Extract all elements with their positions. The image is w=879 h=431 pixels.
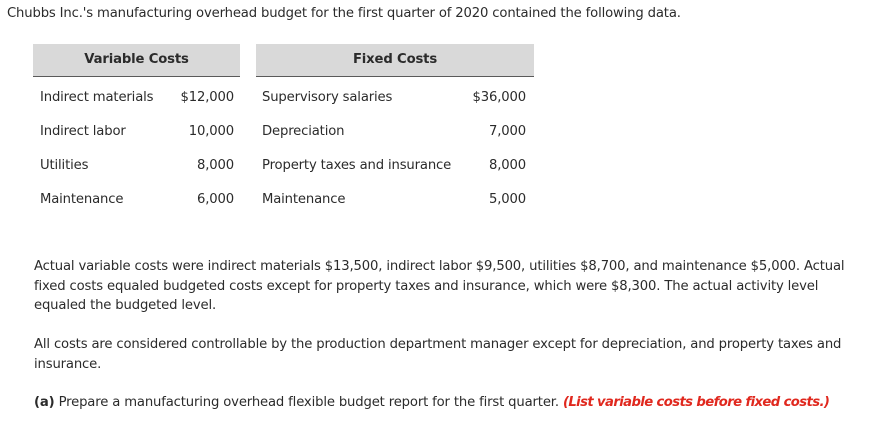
controllability-paragraph: All costs are considered controllable by the production department manager except for depreciation, and property taxes and insurance. xyxy=(34,337,842,372)
fixed-cost-label: Property taxes and insurance xyxy=(262,158,452,173)
variable-cost-label: Utilities xyxy=(40,158,89,173)
fixed-cost-label: Depreciation xyxy=(262,124,345,139)
variable-cost-label: Indirect labor xyxy=(40,124,126,139)
instruction-text: Prepare a manufacturing overhead flexible budget report for the first quarter. xyxy=(58,395,559,410)
fixed-cost-amount: $36,000 xyxy=(472,90,526,105)
fixed-cost-amount: 5,000 xyxy=(488,192,526,207)
fixed-cost-amount: 7,000 xyxy=(488,124,526,139)
actual-costs-paragraph: Actual variable costs were indirect materials $13,500, indirect labor $9,500, utilities $8,700, and maintenance $5,000. Actual fixed costs equaled budgeted costs except for property taxes and insurance, which were $8,300. The actual activity level equaled the budgeted level. xyxy=(34,259,845,313)
variable-cost-label: Indirect materials xyxy=(40,90,154,105)
variable-cost-label: Maintenance xyxy=(40,192,124,207)
fixed-cost-label: Maintenance xyxy=(262,192,346,207)
fixed-cost-label: Supervisory salaries xyxy=(262,90,393,105)
overhead-budget-table xyxy=(33,44,534,222)
fixed-costs-header: Fixed Costs xyxy=(256,44,534,77)
problem-intro: Chubbs Inc.'s manufacturing overhead budget for the first quarter of 2020 contained the following data. xyxy=(7,6,681,21)
part-label: (a) xyxy=(34,395,55,410)
fixed-cost-amount: 8,000 xyxy=(488,158,526,173)
variable-cost-amount: 8,000 xyxy=(196,158,234,173)
variable-cost-amount: 6,000 xyxy=(196,192,234,207)
variable-cost-amount: $12,000 xyxy=(180,90,234,105)
variable-cost-amount: 10,000 xyxy=(188,124,234,139)
variable-costs-header: Variable Costs xyxy=(33,44,240,77)
part-a-instruction xyxy=(34,395,829,410)
instruction-note: (List variable costs before fixed costs.) xyxy=(562,395,830,410)
